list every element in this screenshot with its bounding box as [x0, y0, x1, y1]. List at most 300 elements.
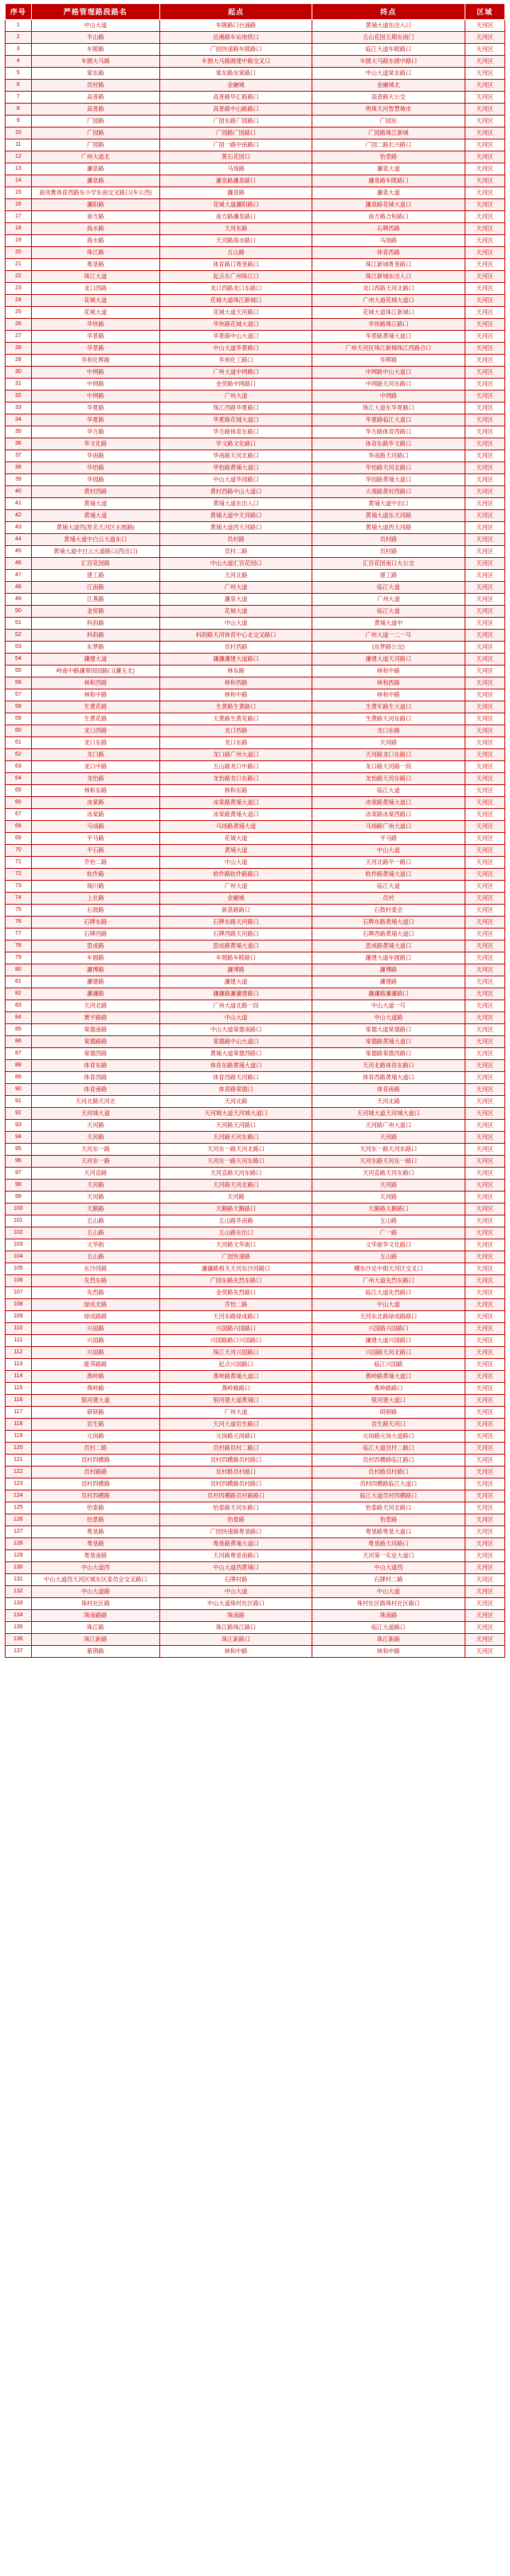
row-road-name: 思成路 [31, 940, 159, 952]
table-body [6, 20, 505, 1658]
table-row [6, 32, 505, 44]
row-road-name: 濂博路 [31, 964, 159, 976]
row-start: 员村路 [159, 534, 312, 546]
row-start: 华南路天河北路口 [159, 450, 312, 462]
row-region: 天河区 [465, 917, 504, 929]
row-region: 天河区 [465, 486, 504, 498]
row-road-name: 黄村西路 [31, 486, 159, 498]
row-start: 濂泉路濂泉路口 [159, 175, 312, 187]
row-index: 98 [6, 1180, 32, 1192]
row-region: 天河区 [465, 929, 504, 940]
table-row [6, 92, 505, 104]
table-row [6, 773, 505, 785]
row-end: 临江大道 [312, 881, 465, 893]
table-row [6, 1156, 505, 1168]
row-road-name: 燕岭路 [31, 1383, 159, 1395]
row-index: 57 [6, 689, 32, 701]
row-end: 花城大道珠江新城口 [312, 307, 465, 319]
row-index: 85 [6, 1024, 32, 1036]
row-road-name: 天河北路天河北 [31, 1096, 159, 1108]
table-row [6, 450, 505, 462]
row-region: 天河区 [465, 271, 504, 283]
row-start: 天河东一路天河北路口 [159, 1144, 312, 1156]
row-start: 广州大道 [159, 582, 312, 594]
row-region: 天河区 [465, 1395, 504, 1407]
row-end: 五山路 [312, 1215, 465, 1227]
row-end: 中山大道 [312, 1299, 465, 1311]
row-end: 天河路广州大道口 [312, 1120, 465, 1132]
row-start: 粤垦路黄埔大道口 [159, 1538, 312, 1550]
row-index: 68 [6, 821, 32, 833]
row-region: 天河区 [465, 821, 504, 833]
row-start: 体育路棠德口 [159, 1084, 312, 1096]
row-start: 银河建大道黄埔口 [159, 1395, 312, 1407]
row-start: 广州大道 [159, 1407, 312, 1419]
row-start: 员村四横路员村路口 [159, 1455, 312, 1467]
row-region: 天河区 [465, 642, 504, 654]
row-index: 127 [6, 1526, 32, 1538]
row-end: 棚东沙足中街天河区交叉口 [312, 1263, 465, 1275]
row-region: 天河区 [465, 1407, 504, 1419]
table-row [6, 976, 505, 988]
row-start: 金贸路中网路口 [159, 379, 312, 391]
table-row [6, 737, 505, 749]
row-road-name: 中网路 [31, 379, 159, 391]
row-index: 130 [6, 1562, 32, 1574]
row-start: 花城大道天河路口 [159, 307, 312, 319]
row-start: 天河路文华街口 [159, 1239, 312, 1251]
row-start: 元岗路元岗路口 [159, 1431, 312, 1443]
row-road-name: 棠德路路 [31, 1036, 159, 1048]
row-road-name: 汇宫花园路 [31, 558, 159, 570]
row-road-name: 体育南路 [31, 1084, 159, 1096]
table-row [6, 701, 505, 713]
row-start: 天河东路 [159, 223, 312, 235]
table-row [6, 307, 505, 319]
row-start: 龙怡路龙口东路口 [159, 773, 312, 785]
row-start: 华文路文化路口 [159, 438, 312, 450]
table-row [6, 1526, 505, 1538]
row-end: 黄埔大道东天河路 [312, 510, 465, 522]
table-row [6, 211, 505, 223]
row-start: 高普路华汇路路口 [159, 92, 312, 104]
row-index: 1 [6, 20, 32, 32]
row-road-name: 棠德西路 [31, 1048, 159, 1060]
row-region: 天河区 [465, 56, 504, 68]
row-end: 中网路 [312, 391, 465, 402]
row-index: 49 [6, 594, 32, 606]
row-end: 员村四横路临江大道口 [312, 1478, 465, 1490]
row-end: 广州大道 [312, 594, 465, 606]
row-start: 天河直路天河东路口 [159, 1168, 312, 1180]
row-region: 天河区 [465, 1012, 504, 1024]
row-end: 临江大道员村四横路口 [312, 1490, 465, 1502]
row-road-name: 粤垦路 [31, 1526, 159, 1538]
row-road-name: 广园路 [31, 139, 159, 151]
row-region: 天河区 [465, 80, 504, 92]
row-end: 体育西路黄埔大道口 [312, 1072, 465, 1084]
table-row [6, 1108, 505, 1120]
row-road-name: 上社路 [31, 893, 159, 905]
row-road-name: 林和西路 [31, 677, 159, 689]
table-row [6, 1263, 505, 1275]
row-end: 中山大道棠东路口 [312, 68, 465, 80]
table-row [6, 1586, 505, 1598]
row-region: 天河区 [465, 1000, 504, 1012]
row-road-name: 花城大道 [31, 295, 159, 307]
table-row [6, 677, 505, 689]
row-region: 天河区 [465, 893, 504, 905]
row-start: 新基路路口 [159, 905, 312, 917]
row-start: 兴国路路口兴国路口 [159, 1335, 312, 1347]
table-row [6, 199, 505, 211]
row-index: 111 [6, 1335, 32, 1347]
row-region: 天河区 [465, 546, 504, 558]
row-road-name: 马场路 [31, 821, 159, 833]
row-region: 天河区 [465, 116, 504, 128]
row-end: 高普路大公交 [312, 92, 465, 104]
row-region: 天河区 [465, 1024, 504, 1036]
row-region: 天河区 [465, 952, 504, 964]
table-row [6, 1180, 505, 1192]
row-region: 天河区 [465, 1419, 504, 1431]
row-end: 怡泰路天河北路口 [312, 1502, 465, 1514]
row-region: 天河区 [465, 1251, 504, 1263]
row-road-name: 黄埔大道中白云大道路口(西出口) [31, 546, 159, 558]
row-road-name: 银河建大道 [31, 1395, 159, 1407]
row-start: 珠南路 [159, 1610, 312, 1622]
row-end: 思成路黄埔大道口 [312, 940, 465, 952]
row-road-name: 粤垦南路 [31, 1550, 159, 1562]
table-row [6, 462, 505, 474]
row-start: 黄村西路中山大道口 [159, 486, 312, 498]
row-index: 56 [6, 677, 32, 689]
row-region: 天河区 [465, 343, 504, 355]
row-start: 黄埔大道 [159, 845, 312, 857]
row-start: 龙口西路龙口东路口 [159, 283, 312, 295]
row-index: 2 [6, 32, 32, 44]
row-end: 天河北路 [312, 1096, 465, 1108]
table-row [6, 1144, 505, 1156]
row-index: 12 [6, 151, 32, 163]
row-start: 天河大道岩生路口 [159, 1419, 312, 1431]
table-row [6, 857, 505, 869]
row-start: 黄埔大道棠德西路口 [159, 1048, 312, 1060]
row-index: 75 [6, 905, 32, 917]
row-road-name: 华怡路 [31, 462, 159, 474]
row-index: 104 [6, 1251, 32, 1263]
row-road-name: 员村路 [31, 80, 159, 92]
row-end: 广园东 [312, 116, 465, 128]
row-start: 华怡路黄埔大道口 [159, 462, 312, 474]
row-index: 124 [6, 1490, 32, 1502]
row-start: 天河北路 [159, 570, 312, 582]
row-region: 天河区 [465, 689, 504, 701]
row-end: 华方路体育西路口 [312, 426, 465, 438]
row-end: 林和西路 [312, 677, 465, 689]
row-index: 123 [6, 1478, 32, 1490]
table-row [6, 104, 505, 116]
table-row [6, 414, 505, 426]
row-road-name: 天河路 [31, 1180, 159, 1192]
row-index: 32 [6, 391, 32, 402]
table-row [6, 1478, 505, 1490]
row-start: 天河路粤垦南路口 [159, 1550, 312, 1562]
row-index: 109 [6, 1311, 32, 1323]
table-row [6, 247, 505, 259]
row-index: 23 [6, 283, 32, 295]
row-start: 石牌东路天河路口 [159, 917, 312, 929]
row-end: 研研路 [312, 1407, 465, 1419]
row-index: 74 [6, 893, 32, 905]
row-start: 五山路华南路 [159, 1215, 312, 1227]
row-region: 天河区 [465, 1443, 504, 1455]
row-region: 天河区 [465, 1431, 504, 1443]
row-road-name: 广园路 [31, 128, 159, 139]
row-region: 天河区 [465, 1144, 504, 1156]
row-road-name: 研研路 [31, 1407, 159, 1419]
table-row [6, 1036, 505, 1048]
row-end: 粤垦路粤垦大道口 [312, 1526, 465, 1538]
table-row [6, 1000, 505, 1012]
row-start: 生黄路生黄路口 [159, 701, 312, 713]
table-row [6, 56, 505, 68]
row-end: 临江大道车陂路口 [312, 44, 465, 56]
row-end: 兴国路天河北路口 [312, 1347, 465, 1359]
row-index: 70 [6, 845, 32, 857]
row-end: 龙口路天河路一段 [312, 761, 465, 773]
row-end: 华辉路 [312, 355, 465, 367]
row-region: 天河区 [465, 295, 504, 307]
table-row [6, 510, 505, 522]
column-header-start: 起点 [159, 4, 312, 20]
row-start: 车圆大马路圆建中路交叉口 [159, 56, 312, 68]
row-index: 84 [6, 1012, 32, 1024]
row-start: 思成路黄埔大道口 [159, 940, 312, 952]
table-row [6, 1490, 505, 1502]
row-start: 天黄路生黄花路口 [159, 713, 312, 725]
row-road-name: 科韵路 [31, 630, 159, 642]
row-start: 林和西路 [159, 677, 312, 689]
row-start: 起点东广州珠江口 [159, 271, 312, 283]
row-end: 天河直路天河东路口 [312, 1168, 465, 1180]
row-index: 136 [6, 1634, 32, 1646]
table-row [6, 402, 505, 414]
row-region: 天河区 [465, 1502, 504, 1514]
table-row [6, 1048, 505, 1060]
row-end: 龙怡路天河东路口 [312, 773, 465, 785]
row-start: 濂濂濂建大道路口 [159, 654, 312, 666]
row-end: 天河城大道天河城大道口 [312, 1108, 465, 1120]
row-start: 中山大道西黄埔口 [159, 1562, 312, 1574]
row-road-name: 生黄花路 [31, 713, 159, 725]
row-end: 员村 [312, 893, 465, 905]
row-index: 26 [6, 319, 32, 331]
row-index: 103 [6, 1239, 32, 1251]
row-road-name: 岩生路 [31, 1419, 159, 1431]
row-start: 林和中路 [159, 1646, 312, 1658]
row-end: 车圆大马路东圆中路口 [312, 56, 465, 68]
row-start: 中山大道 [159, 618, 312, 630]
row-end: 林和中路 [312, 666, 465, 677]
row-end: 临江大道先烈路口 [312, 1287, 465, 1299]
row-road-name: 天河城大道 [31, 1108, 159, 1120]
row-region: 天河区 [465, 725, 504, 737]
row-start: 岳溪路车站地铁口 [159, 32, 312, 44]
row-start: 怡泰路天河东路口 [159, 1502, 312, 1514]
row-region: 天河区 [465, 20, 504, 32]
row-end: 石牌西路 [312, 223, 465, 235]
row-index: 44 [6, 534, 32, 546]
row-index: 88 [6, 1060, 32, 1072]
row-region: 天河区 [465, 677, 504, 689]
row-end: 黄埔大道东出入口 [312, 20, 465, 32]
row-index: 28 [6, 343, 32, 355]
row-road-name: 金贸路 [31, 606, 159, 618]
row-end: 中网路天河东路口 [312, 379, 465, 391]
table-row [6, 666, 505, 677]
table-row [6, 1204, 505, 1215]
row-region: 天河区 [465, 809, 504, 821]
row-road-name: 怡泰路 [31, 1502, 159, 1514]
row-end: 棠德路棠德西路口 [312, 1048, 465, 1060]
row-road-name: 华景路 [31, 343, 159, 355]
row-road-name: 江南路 [31, 582, 159, 594]
row-start: 林和东路 [159, 785, 312, 797]
table-row [6, 163, 505, 175]
row-start: 车圆路车陂路口 [159, 952, 312, 964]
row-start: 珠江路珠江路口 [159, 1622, 312, 1634]
row-region: 天河区 [465, 761, 504, 773]
row-region: 天河区 [465, 438, 504, 450]
row-road-name: 中网路 [31, 367, 159, 379]
row-start: 珠江天河兴国路口 [159, 1347, 312, 1359]
row-start: 龙口西路 [159, 725, 312, 737]
row-start: 濂泉大道 [159, 594, 312, 606]
row-region: 天河区 [465, 1048, 504, 1060]
row-region: 天河区 [465, 44, 504, 56]
row-start: 石牌村路 [159, 1574, 312, 1586]
table-row [6, 1311, 505, 1323]
row-road-name: 广园路 [31, 116, 159, 128]
row-start: 花城大道 [159, 833, 312, 845]
row-index: 64 [6, 773, 32, 785]
row-end: 天河北路平一路口 [312, 857, 465, 869]
row-road-name: 员村路路 [31, 1467, 159, 1478]
row-region: 天河区 [465, 1311, 504, 1323]
table-row [6, 1072, 505, 1084]
table-row [6, 1562, 505, 1574]
table-row [6, 1550, 505, 1562]
table-row [6, 713, 505, 725]
row-region: 天河区 [465, 845, 504, 857]
row-road-name: 员村四横路 [31, 1490, 159, 1502]
row-index: 43 [6, 522, 32, 534]
row-start: 华夏路花城大道口 [159, 414, 312, 426]
row-index: 8 [6, 104, 32, 116]
row-road-name: 天河路 [31, 1192, 159, 1204]
row-index: 40 [6, 486, 32, 498]
row-start: 兴国路兴国路口 [159, 1323, 312, 1335]
row-index: 21 [6, 259, 32, 271]
row-end: 文华街华文化路口 [312, 1239, 465, 1251]
row-road-name: 华夏路 [31, 402, 159, 414]
row-index: 50 [6, 606, 32, 618]
table-row [6, 654, 505, 666]
table-row [6, 917, 505, 929]
row-start: 广园东路广园路口 [159, 116, 312, 128]
row-end: 华快路珠江路口 [312, 319, 465, 331]
row-road-name: 车陂路 [31, 44, 159, 56]
row-end: 员村路 [312, 534, 465, 546]
row-end: 黄埔大道中出口 [312, 498, 465, 510]
row-index: 46 [6, 558, 32, 570]
row-end: 天鹅路天鹅路口 [312, 1204, 465, 1215]
row-index: 11 [6, 139, 32, 151]
row-index: 80 [6, 964, 32, 976]
row-region: 天河区 [465, 773, 504, 785]
row-road-name: 元岗路 [31, 1431, 159, 1443]
row-index: 118 [6, 1419, 32, 1431]
row-end: 华园路黄埔大道口 [312, 474, 465, 486]
row-end: 天河路 [312, 1192, 465, 1204]
row-end: 天河东一路天河东路口 [312, 1144, 465, 1156]
row-index: 116 [6, 1395, 32, 1407]
row-index: 78 [6, 940, 32, 952]
table-row [6, 1610, 505, 1622]
table-row [6, 940, 505, 952]
row-road-name: 濂泉路 [31, 175, 159, 187]
row-index: 77 [6, 929, 32, 940]
row-end: 广园路珠江新城 [312, 128, 465, 139]
table-row [6, 1060, 505, 1072]
row-region: 天河区 [465, 701, 504, 713]
row-start: 黄埔大道西天河路口 [159, 522, 312, 534]
table-row [6, 151, 505, 163]
row-end: 珠江新路 [312, 1634, 465, 1646]
row-end: 燕岭路路口 [312, 1383, 465, 1395]
row-road-name: 科韵路 [31, 618, 159, 630]
row-start: 五山路 [159, 247, 312, 259]
row-index: 55 [6, 666, 32, 677]
row-index: 107 [6, 1287, 32, 1299]
row-end: 粤垦路天河路口 [312, 1538, 465, 1550]
row-index: 133 [6, 1598, 32, 1610]
row-start: 黄埔大道中天河路口 [159, 510, 312, 522]
row-end: 中山大道 [312, 1586, 465, 1598]
row-end: 金融城北 [312, 80, 465, 92]
row-road-name: 南凤雅体育西路东小学东南交叉路口(车公西) [31, 187, 159, 199]
row-index: 47 [6, 570, 32, 582]
table-row [6, 1431, 505, 1443]
row-start: 车陂路口台涌路 [159, 20, 312, 32]
row-region: 天河区 [465, 391, 504, 402]
row-index: 128 [6, 1538, 32, 1550]
row-end: 天河北路体育东路口 [312, 1060, 465, 1072]
table-row [6, 498, 505, 510]
row-index: 115 [6, 1383, 32, 1395]
row-start: 科韵路天河体育中心北交叉路口 [159, 630, 312, 642]
row-index: 119 [6, 1431, 32, 1443]
row-index: 126 [6, 1514, 32, 1526]
table-row [6, 1239, 505, 1251]
row-start: 花城大道濂阳路口 [159, 199, 312, 211]
table-row [6, 988, 505, 1000]
row-road-name: 绿成北路 [31, 1299, 159, 1311]
row-start: 燕岭路黄埔大道口 [159, 1371, 312, 1383]
row-region: 天河区 [465, 1036, 504, 1048]
row-index: 121 [6, 1455, 32, 1467]
